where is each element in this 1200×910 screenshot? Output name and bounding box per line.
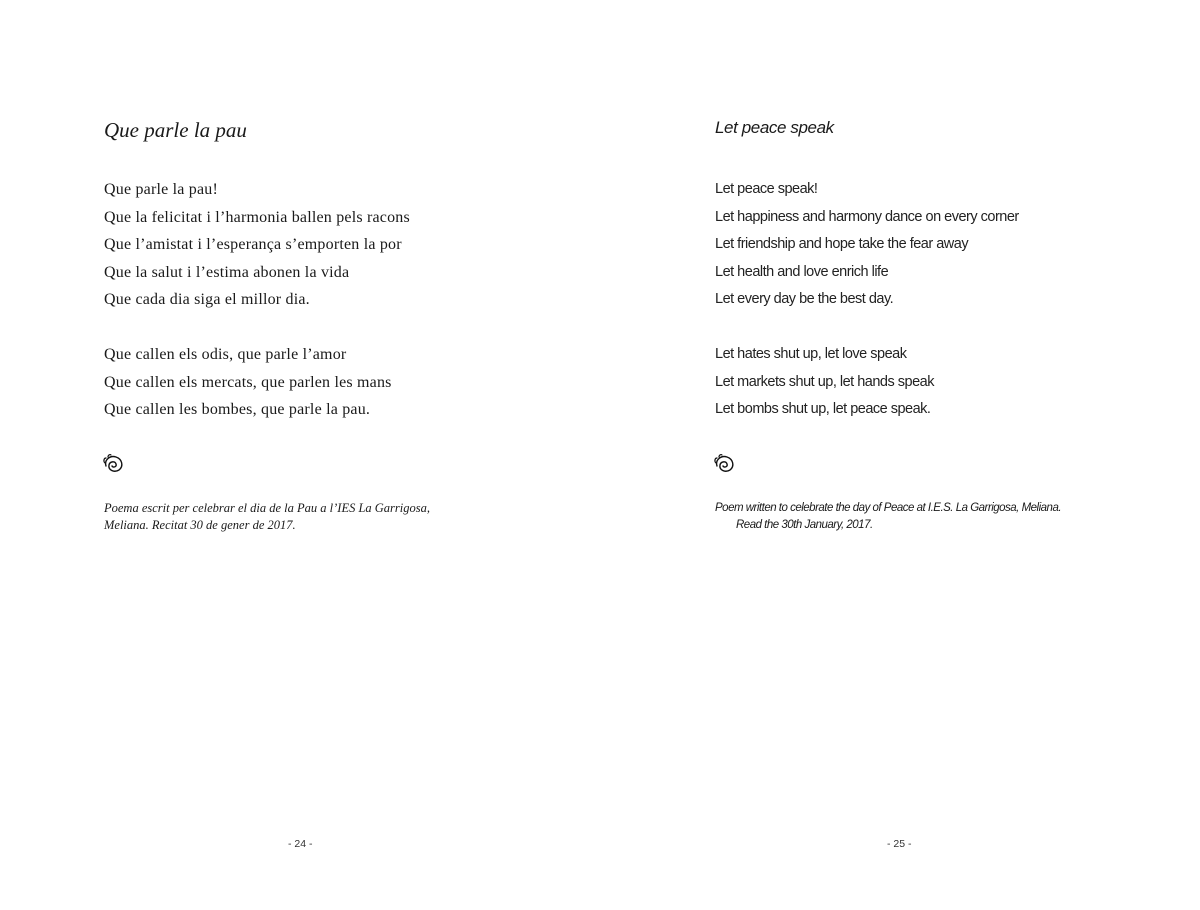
page-number: - 25 - <box>887 838 912 850</box>
verse-line: Que parle la pau! <box>104 181 219 198</box>
poem-note <box>104 500 430 533</box>
page-number: - 24 - <box>288 838 313 850</box>
verse-line: Que la felicitat i l’harmonia ballen pels racons <box>104 208 410 226</box>
note-line: Poema escrit per celebrar el dia de la Pau a l’IES La Garrigosa, <box>104 501 430 515</box>
poem-verses <box>715 176 1019 451</box>
stanza-1 <box>715 176 1019 314</box>
verse-line: Que cada dia siga el millor dia. <box>104 291 310 308</box>
stanza-2 <box>104 341 410 424</box>
verse-line: Let markets shut up, let hands speak <box>715 373 934 390</box>
stanza-1 <box>104 176 410 314</box>
spiral-ornament-icon <box>713 452 737 474</box>
note-line: Read the 30th January, 2017. <box>736 518 873 531</box>
verse-line: Let bombs shut up, let peace speak. <box>715 401 931 417</box>
verse-line: Que callen els odis, que parle l’amor <box>104 346 347 363</box>
stanza-2 <box>715 341 1019 424</box>
verse-line: Let peace speak! <box>715 181 818 197</box>
note-line: Meliana. Recitat 30 de gener de 2017. <box>104 517 296 532</box>
note-line: Poem written to celebrate the day of Peace at I.E.S. La Garrigosa, Meliana. <box>715 502 1062 514</box>
verse-line: Que callen les bombes, que parle la pau. <box>104 401 371 418</box>
verse-line: Let happiness and harmony dance on every corner <box>715 208 1019 225</box>
poem-verses <box>104 176 410 451</box>
verse-line: Let hates shut up, let love speak <box>715 346 907 362</box>
poem-note <box>715 500 1061 533</box>
verse-line: Let health and love enrich life <box>715 263 889 280</box>
verse-line: Let every day be the best day. <box>715 291 894 307</box>
poem-title: Let peace speak <box>715 118 834 137</box>
verse-line: Let friendship and hope take the fear away <box>715 236 969 252</box>
verse-line: Que l’amistat i l’esperança s’emporten la por <box>104 236 402 253</box>
spiral-ornament-icon <box>102 452 126 474</box>
verse-line: Que la salut i l’estima abonen la vida <box>104 263 350 281</box>
verse-line: Que callen els mercats, que parlen les mans <box>104 373 392 391</box>
poem-title: Que parle la pau <box>104 118 247 142</box>
right-page <box>600 0 1200 910</box>
